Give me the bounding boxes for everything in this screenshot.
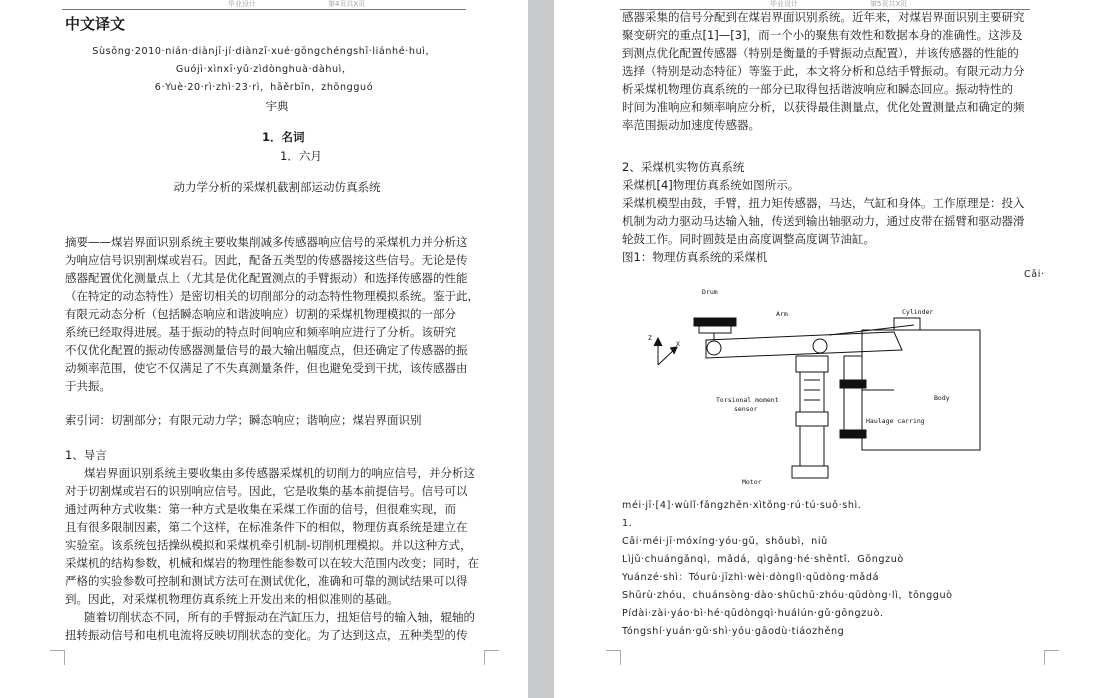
abstract-line: 感器配置优化测量点上（尤其是优化配置测点的手臂振动）和选择传感器的性能 [65,271,468,285]
pinyin-line: Pídài·zài·yáo·bì·hé·qūdòngqì·huálún·gǔ·gōngzuò． [622,608,891,619]
abstract-line: 于共振。 [65,379,111,393]
intro-line: 感器采集的信号分配到在煤岩界面识别系统。近年来，对煤岩界面识别主要研究 [622,10,1025,24]
label-body: Body [934,394,950,402]
label-drum: Drum [702,288,718,296]
intro-line: 率范围振动加速度传感器。 [622,118,760,132]
intro-line: 到。因此，对采煤机物理仿真系统上开发出来的相似准则的基础。 [65,592,399,606]
pinyin-line: Yuánzé·shì：Tóurù·jīzhì·wèi·dònglì·qūdòng·mǎdá [622,572,880,583]
label-haulage: Haulage carring [866,417,925,425]
label-motor: Motor [742,478,762,486]
document-title: 中文译文 [65,15,126,33]
section2-line: 采煤机模型由鼓，手臂，扭力矩传感器，马达，气缸和身体。工作原理是：投入 [622,196,1025,210]
intro-line: 随着切削状态不同，所有的手臂振动在汽缸压力，扭矩信号的输入轴，辊轴的 [84,610,475,624]
section-name: 1．名词 [262,130,305,144]
abstract-line: 为响应信号识别割煤或岩石。因此，配备五类型的传感器接这些信号。无论是传 [65,253,468,267]
header-left: 毕业设计 [770,0,798,8]
paper-title: 动力学分析的采煤机截割部运动仿真系统 [173,180,381,194]
pinyin-line: Cǎi·méi·jī·móxíng·yóu·gǔ，shǒubì，niǔ [622,536,828,547]
keywords: 索引词：切割部分；有限元动力学；瞬态响应；谐响应；煤岩界面识别 [65,413,422,427]
page-header [62,0,466,10]
intro-line: 析采煤机物理仿真系统的一部分已取得包括谐波响应和瞬态回应。振动特性的 [622,82,1013,96]
intro-line: 煤岩界面识别系统主要收集由多传感器采煤机的切削力的响应信号，并分析这 [84,466,475,480]
source-line: 宇典 [265,99,289,113]
abstract-line: 动频率范围，使它不仅满足了不失真测量条件，但也避免受到干扰，该传感器由 [65,361,468,375]
label-axis-z: Z [648,334,652,342]
source-line: 6·Yuè·20·rì·zhì·23·rì，hāěrbīn，zhōngguó [154,82,374,93]
intro-heading: 1、导言 [65,448,107,462]
section2-line: 轮鼓工作。同时圆鼓是由高度调整高度调节油缸。 [622,232,875,246]
intro-line: 采煤机的结构参数，机械和煤岩的物理性能参数可以在较大范围内改变；同时，在 [65,556,479,570]
intro-line: 到测点优化配置传感器（特别是衡量的手臂振动点配置），并该传感器的性能的 [622,46,1019,60]
source-line: Guójì·xìnxī·yǔ·zìdònghuà·dàhuì， [175,64,353,75]
section2-line: 机制为动力驱动马达输入轴，传送到输出轴驱动力，通过皮带在摇臂和驱动器滑 [622,214,1025,228]
pinyin-line: Lìjǔ·chuángǎnqì，mǎdá，qìgāng·hé·shēntǐ．Gōngzuò [622,554,904,565]
label-torque-sensor: Torsional moment [716,396,779,404]
intro-line: 聚变研究的重点[1]—[3]，而一个小的聚焦有效性和数据本身的准确性。这涉及 [622,28,1023,42]
label-axis-x: X [676,340,680,348]
figure-tag: Cǎi· [1024,269,1045,280]
margin-mark [50,650,65,665]
figure-caption: 图1：物理仿真系统的采煤机 [622,250,768,264]
pinyin-line: méi·jī·[4]·wùlǐ·fǎngzhēn·xìtǒng·rú·tú·suǒ·shì． [622,500,868,511]
margin-mark [484,650,499,665]
intro-line: 且有很多限制因素，第二个这样，在标准条件下的相似，物理仿真系统是建立在 [65,520,468,534]
pinyin-line: Tóngshí·yuán·gǔ·shì·yóu·gāodù·tiáozhěng [622,626,845,637]
abstract-line: （在特定的动态特性）是密切相关的切削部分的动态特性物理模拟系统。鉴于此， [65,289,479,303]
pinyin-line: Shūrù·zhóu，chuánsòng·dào·shūchū·zhóu·qūdòng·lì，tōngguò [622,590,953,601]
label-cylinder: Cylinder [902,308,934,316]
header-right: 第5页共X页 [870,0,908,8]
margin-mark [1044,650,1059,665]
header-right: 第4页共X页 [328,0,366,8]
intro-line: 对于切割煤或岩石的识别响应信号。因此，它是收集的基本前提信号。信号可以 [65,484,468,498]
date-line: 1．六月 [280,149,322,163]
left-document-page [0,0,528,698]
source-line: Sùsōng·2010·nián·diànjī·jí·diànzī·xué·gōngchéngshī·liánhé·huì， [92,46,436,57]
shearer-diagram [644,280,994,490]
label-torque-sensor: sensor [734,405,758,413]
intro-line: 扭转振动信号和电机电流将反映切削状态的变化。为了达到这点，五种类型的传 [65,628,468,642]
header-left: 毕业设计 [228,0,256,8]
right-document-page [554,0,1103,698]
margin-mark [606,650,621,665]
section2-heading: 2、采煤机实物仿真系统 [622,160,745,174]
pinyin-line: 1． [622,518,639,529]
page-gutter [528,0,554,698]
abstract-line: 有限元动态分析（包括瞬态响应和谐波响应）切割的采煤机物理模拟的一部分 [65,307,456,321]
intro-line: 选择（特别是动态特征）等鉴于此，本文将分析和总结手臂振动。有限元动力分 [622,64,1025,78]
intro-line: 实验室。该系统包括操纵模拟和采煤机牵引机制-切削机理模拟。并以这种方式， [65,538,472,552]
section2-line: 采煤机[4]物理仿真系统如图所示。 [622,178,800,192]
intro-line: 严格的实验参数可控制和测试方法可在测试优化，准确和可靠的测试结果可以得 [65,574,468,588]
intro-line: 通过两种方式收集：第一种方式是收集在采煤工作面的信号，但很难实现，而 [65,502,456,516]
abstract-line: 摘要——煤岩界面识别系统主要收集削减多传感器响应信号的采煤机力并分析这 [65,235,468,249]
intro-line: 时间为准响应和频率响应分析，以获得最佳测量点，优化处置测量点和确定的频 [622,100,1025,114]
abstract-line: 不仅优化配置的振动传感器测量信号的最大输出幅度点，但还确定了传感器的振 [65,343,468,357]
abstract-line: 系统已经取得进展。基于振动的特点时间响应和频率响应进行了分析。该研究 [65,325,456,339]
label-arm: Arm [776,310,788,318]
